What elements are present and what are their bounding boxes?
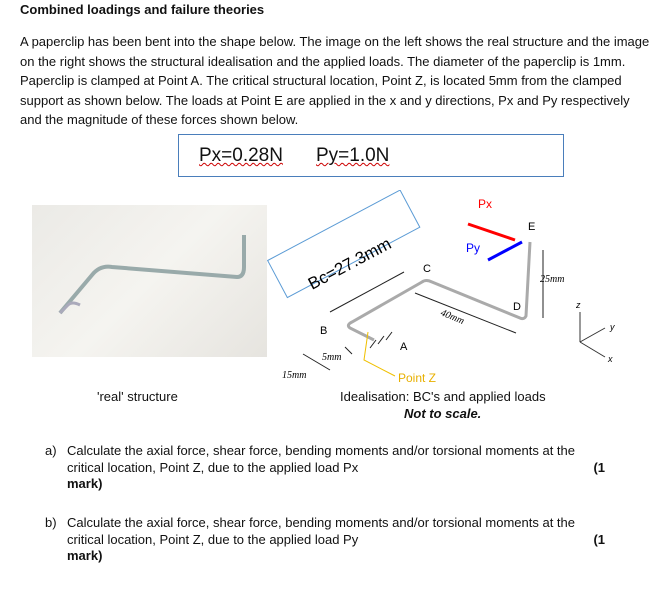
svg-text:Px: Px [478, 197, 493, 211]
svg-text:y: y [610, 322, 615, 332]
py-arrow [488, 242, 522, 260]
px-arrow [468, 224, 515, 240]
svg-text:C: C [423, 263, 431, 275]
svg-text:40mm: 40mm [438, 307, 466, 327]
svg-text:D: D [513, 301, 521, 313]
idealisation-diagram [250, 190, 669, 390]
svg-text:z: z [576, 300, 581, 310]
cd-dimension [415, 293, 516, 333]
svg-text:Py: Py [466, 241, 481, 255]
svg-text:B: B [320, 325, 328, 337]
py-value: Py=1.0N [316, 145, 390, 166]
idealisation-caption: Idealisation: BC's and applied loads [340, 389, 546, 404]
svg-text:15mm: 15mm [282, 370, 307, 381]
bc-label-box [268, 190, 420, 298]
svg-text:E: E [528, 221, 536, 233]
svg-text:Point Z: Point Z [398, 371, 437, 385]
not-to-scale-note: Not to scale. [404, 406, 482, 421]
svg-text:25mm: 25mm [540, 274, 565, 285]
axis-triad [580, 312, 605, 357]
bc-label: Bc=27.3mm [304, 233, 395, 294]
svg-text:x: x [608, 354, 613, 364]
px-value: Px=0.28N [199, 145, 283, 166]
problem-description: A paperclip has been bent into the shape below. The image on the left shows the real structure and the image on the right shows the structural idealisation and the applied loads. The diameter of the paperclip is 1mm. Paperclip is clamped at Point A. The critical structural location, Point Z, is located 5mm from the clamped support as shown below. The loads at Point E are applied in the x and y directions, Px and Py respectively and the magnitude of these forces shown below. [20, 34, 650, 128]
svg-text:A: A [400, 341, 408, 353]
paperclip-image [32, 205, 267, 357]
real-structure-caption: 'real' structure [97, 389, 178, 404]
real-structure-photo [32, 205, 267, 357]
svg-text:5mm: 5mm [322, 352, 342, 363]
section-title: Combined loadings and failure theories [20, 2, 265, 17]
force-values-box [178, 134, 564, 177]
